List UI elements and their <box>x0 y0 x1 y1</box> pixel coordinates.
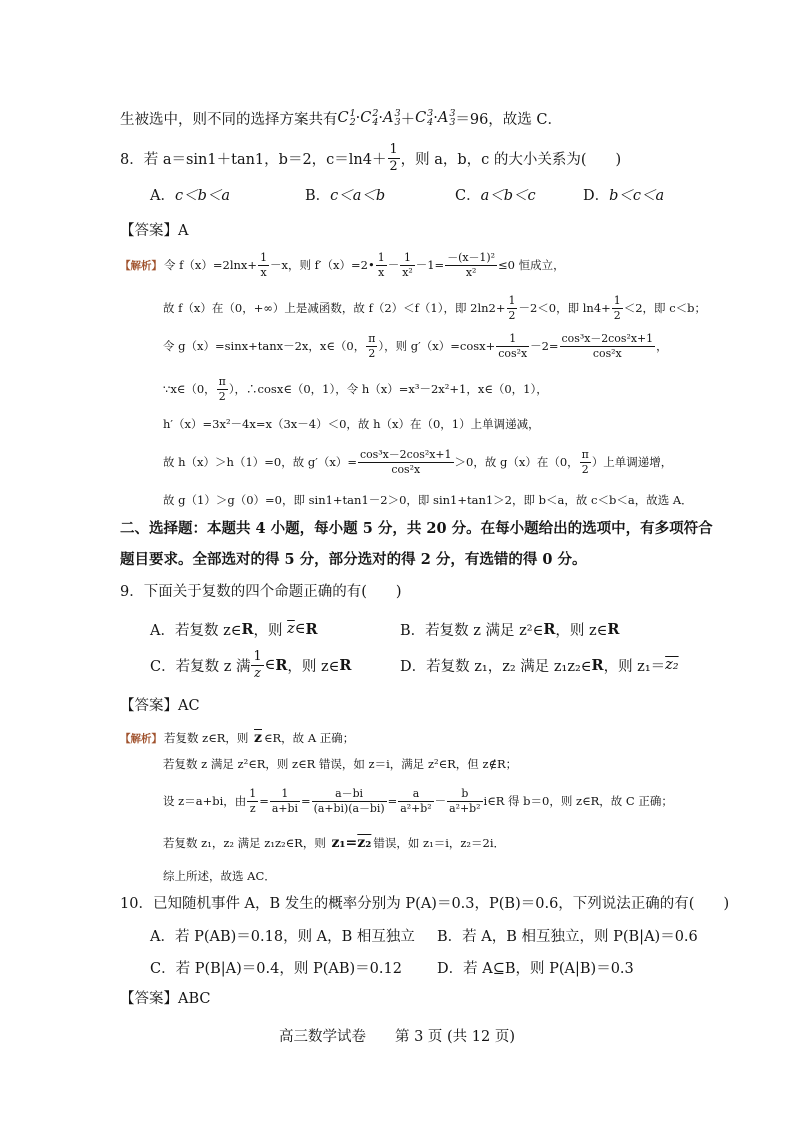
symbol-sub: 4 <box>372 117 379 128</box>
q8-analysis-line-1 <box>120 250 565 280</box>
text-run: h′（x）=3x²－4x=x（3x－4）＜0，故 h（x）在（0，1）上单调递减， <box>163 417 540 431</box>
denominator: 2 <box>389 158 398 174</box>
symbol-sub: 2 <box>349 117 356 128</box>
equation-left: z₁= <box>331 835 358 851</box>
option-label: D． <box>400 658 427 675</box>
q8-analysis-line-7 <box>163 485 693 515</box>
text-run: 若复数 z∈R，则 <box>164 731 253 745</box>
text-run: 若复数 z 满足 z²∈R，则 z∈R 错误，如 z＝i，满足 z²∈R，但 z∉R； <box>163 757 518 771</box>
operator: · <box>433 110 438 126</box>
analysis-label: 【解析】 <box>120 259 162 272</box>
q10-option-a <box>150 920 415 950</box>
q8-option-d <box>583 179 664 209</box>
option-label: A． <box>150 622 175 639</box>
numerator: 1 <box>613 293 621 307</box>
numerator: cos³x－2cos²x+1 <box>561 331 654 345</box>
q8-analysis-line-6 <box>163 447 672 477</box>
denominator: a²+b² <box>400 801 432 815</box>
symbol-sub: 3 <box>449 117 456 128</box>
answer-text: 【答案】A <box>120 222 189 239</box>
denominator: x <box>378 265 385 279</box>
q9-stem <box>120 575 402 605</box>
q8-option-b <box>305 179 385 209</box>
q8-analysis-line-2 <box>163 293 706 323</box>
symbol-sup: 2 <box>372 107 379 119</box>
text-run: = <box>300 794 311 808</box>
q9-analysis-line-3 <box>163 786 673 816</box>
numerator: 1 <box>270 788 300 802</box>
q8-stem <box>120 143 621 173</box>
q8-option-a <box>150 179 230 209</box>
symbol-base: C <box>337 110 349 126</box>
denominator: 2 <box>581 462 589 476</box>
text-run: 9．下面关于复数的四个命题正确的有( ) <box>120 583 402 600</box>
text-run: ∈ <box>264 657 276 673</box>
denominator: x <box>260 265 267 279</box>
text-run: ∈R，故 A 正确； <box>264 731 355 745</box>
fraction <box>612 295 623 322</box>
fraction <box>388 143 400 174</box>
option-value: a＜b＜c <box>480 187 536 204</box>
text-run: ∵x∈（0， <box>163 382 216 396</box>
text-run: = <box>387 794 398 808</box>
operator: · <box>355 110 361 126</box>
numerator: π <box>581 447 589 461</box>
operator: ＋ <box>400 111 416 128</box>
symbol-sup: 3 <box>394 107 401 119</box>
numerator: －(x－1)² <box>447 250 495 264</box>
fraction <box>270 788 300 815</box>
numerator: 1 <box>253 648 262 664</box>
section-heading-line-1 <box>120 512 713 542</box>
denominator: 2 <box>613 308 621 322</box>
text-run: 故 g（1）＞g（0）=0，即 sin1+tan1－2＞0，即 sin1+tan1＞2，即 b＜a，故 c＜b＜a，故选 A． <box>163 493 693 507</box>
fraction <box>507 295 518 322</box>
numerator: a－bi <box>312 788 387 802</box>
q8-option-c <box>455 179 536 209</box>
continuation-line <box>120 103 562 133</box>
fraction <box>580 449 591 476</box>
numerator: π <box>218 374 226 388</box>
denominator: cos²x <box>391 462 421 476</box>
text-run: 若复数 z 满足 z²∈ <box>425 622 544 639</box>
denominator: a²+b² <box>449 801 481 815</box>
q8-analysis-line-3 <box>163 331 668 361</box>
numerator: 1 <box>249 786 257 800</box>
denominator: 2 <box>218 389 226 403</box>
text-run: －2＜0，即 ln4+ <box>518 301 611 315</box>
section-heading-line-2 <box>120 543 587 573</box>
real-set-symbol: R <box>543 620 556 638</box>
text-run: －x，则 f′（x）=2• <box>270 258 375 272</box>
q10-stem <box>120 887 729 917</box>
denominator: cos²x <box>498 346 528 360</box>
combination-symbol <box>360 109 378 128</box>
fraction <box>247 788 258 815</box>
text-run: ∈ <box>294 621 306 637</box>
denominator: z <box>249 801 256 815</box>
combination-symbol <box>415 109 433 128</box>
symbol-base: C <box>360 110 372 126</box>
symbol-sup: 3 <box>449 107 456 119</box>
symbol-base: A <box>383 110 394 126</box>
answer-text: 【答案】AC <box>120 697 200 714</box>
fraction <box>400 252 415 279</box>
fraction <box>217 376 228 403</box>
option-text: B．若 A，B 相互独立，则 P(B|A)＝0.6 <box>437 928 698 945</box>
conjugate-symbol: z₂ <box>665 657 679 673</box>
fraction <box>358 449 454 476</box>
text-run: 错误，如 z₁＝i，z₂＝2i． <box>373 836 506 850</box>
text-run: 若复数 z∈ <box>174 622 242 639</box>
option-text: C．若 P(B|A)＝0.4，则 P(AB)＝0.12 <box>150 960 402 977</box>
text-run: ，则 z∈ <box>555 622 608 639</box>
text-run: 令 f（x）=2lnx+ <box>164 258 258 272</box>
symbol-sup: 1 <box>349 107 356 119</box>
fraction <box>496 333 529 360</box>
q10-option-b <box>437 920 698 950</box>
text-run: ， <box>656 339 668 353</box>
text-run: 综上所述，故选 AC． <box>163 869 276 883</box>
section-heading: 题目要求。全部选对的得 5 分，部分选对的得 2 分，有选错的得 0 分。 <box>120 550 587 568</box>
real-set-symbol: R <box>591 656 604 674</box>
conjugate-symbol: $\overline{z}$ <box>254 730 262 746</box>
fraction <box>258 252 269 279</box>
text-run: 若复数 z₁，z₂ 满足 z₁z₂∈ <box>426 658 592 675</box>
equation-inline <box>331 835 371 851</box>
symbol-sub: 3 <box>394 117 401 128</box>
q9-analysis-line-4 <box>163 828 505 858</box>
symbol-base: A <box>437 110 449 126</box>
numerator: 1 <box>508 293 516 307</box>
q10-option-d <box>437 952 634 982</box>
denominator: 2 <box>508 308 516 322</box>
text-run: ），∴cosx∈（0，1），令 h（x）=x³－2x²+1，x∈（0，1）， <box>228 382 548 396</box>
denominator: 2 <box>368 346 376 360</box>
denominator: z <box>254 665 261 681</box>
text-run: －2= <box>530 339 559 353</box>
fraction <box>312 788 387 815</box>
answer-text: 【答案】ABC <box>120 990 211 1007</box>
q8-analysis-line-5 <box>163 409 540 439</box>
text-run: 若复数 z 满 <box>175 658 251 675</box>
text-run: 若复数 z₁，z₂ 满足 z₁z₂∈R，则 <box>163 836 330 850</box>
text-run: ，则 z₁＝ <box>603 658 666 675</box>
real-set-symbol: R <box>305 620 318 638</box>
fraction <box>366 333 377 360</box>
arrangement-symbol <box>383 109 401 128</box>
operator: · <box>378 110 384 126</box>
option-label: B． <box>305 187 331 204</box>
symbol-sup: 3 <box>427 107 434 119</box>
real-set-symbol: R <box>241 620 254 638</box>
fraction <box>560 333 656 360</box>
option-value: b＜c＜a <box>609 187 665 204</box>
conjugate-symbol: $\overline{z}$ <box>287 621 295 637</box>
text-run: － <box>434 794 447 808</box>
text-run: 故 h（x）＞h（1）=0，故 g′（x）= <box>163 455 357 469</box>
arrangement-symbol <box>438 109 456 128</box>
q9-option-d <box>400 650 679 680</box>
fraction <box>445 252 497 279</box>
denominator: cos²x <box>592 346 622 360</box>
q9-answer <box>120 689 200 719</box>
real-set-symbol: R <box>607 620 620 638</box>
text-run: 故 f（x）在（0，+∞）上是减函数，故 f（2）＜f（1），即 2ln2+ <box>163 301 506 315</box>
fraction <box>251 650 263 681</box>
option-value: c＜b＜a <box>174 187 231 204</box>
denominator: x² <box>465 265 477 279</box>
text-run: ≤0 恒成立， <box>497 258 565 272</box>
text-run: ＜2，即 c＜b； <box>623 301 707 315</box>
q10-answer <box>120 982 211 1012</box>
q9-option-c <box>150 650 351 680</box>
text-run: ），则 g′（x）=cosx+ <box>378 339 496 353</box>
fraction <box>398 788 433 815</box>
numerator: a <box>398 788 433 802</box>
denominator: (a+bi)(a－bi) <box>313 801 385 815</box>
section-heading: 二、选择题：本题共 4 小题，每小题 5 分，共 20 分。在每小题给出的选项中，有多项符合 <box>120 519 713 537</box>
option-label: C． <box>150 658 176 675</box>
denominator: x² <box>402 265 413 279</box>
conjugate-symbol: z₂ <box>357 835 372 851</box>
option-text: A．若 P(AB)＝0.18，则 A，B 相互独立 <box>150 928 415 945</box>
analysis-label: 【解析】 <box>120 732 162 745</box>
text-run: 10．已知随机事件 A，B 发生的概率分别为 P(A)＝0.3，P(B)＝0.6，下列说法正确的有( ) <box>120 895 730 912</box>
text-run: － <box>387 258 400 272</box>
option-label: B． <box>400 622 426 639</box>
text-run: 生被选中，则不同的选择方案共有 <box>120 111 338 128</box>
real-set-symbol: R <box>275 656 288 674</box>
option-value: c＜a＜b <box>330 187 386 204</box>
fraction <box>447 788 482 815</box>
q9-analysis-line-2 <box>163 749 517 779</box>
denominator: a+bi <box>271 801 298 815</box>
page-footer: 高三数学试卷 第 3 页 (共 12 页) <box>278 1029 516 1045</box>
numerator: 1 <box>496 333 529 347</box>
text-run: = <box>259 794 269 808</box>
q9-option-a <box>150 614 318 644</box>
text-run: ＝96，故选 C． <box>455 111 563 128</box>
numerator: 1 <box>377 250 385 264</box>
text-run: 令 g（x）=sinx+tanx－2x，x∈（0， <box>163 339 366 353</box>
option-label: A． <box>150 187 175 204</box>
text-run: 8．若 a＝sin1＋tan1，b＝2，c＝ln4＋ <box>120 151 387 168</box>
text-run: ，则 a，b，c 的大小关系为( ) <box>400 151 622 168</box>
option-label: D． <box>583 187 610 204</box>
fraction <box>376 252 387 279</box>
option-label: C． <box>455 187 481 204</box>
numerator: 1 <box>389 141 398 157</box>
option-text: D．若 A⊆B，则 P(A|B)＝0.3 <box>437 960 634 977</box>
text-run: ）上单调递增， <box>591 455 673 469</box>
numerator: b <box>447 788 482 802</box>
text-run: ＞0，故 g（x）在（0， <box>454 455 579 469</box>
q8-answer <box>120 214 188 244</box>
numerator: 1 <box>400 252 415 266</box>
numerator: π <box>368 331 376 345</box>
q8-analysis-line-4 <box>163 374 548 404</box>
real-set-symbol: R <box>339 656 352 674</box>
text-run: －1= <box>415 258 445 272</box>
text-run: ，则 <box>253 622 288 639</box>
numerator: 1 <box>260 250 268 264</box>
text-run: 设 z＝a+bi，由 <box>163 794 247 808</box>
numerator: cos³x－2cos²x+1 <box>359 447 452 461</box>
symbol-base: C <box>415 110 427 126</box>
combination-symbol <box>338 109 356 128</box>
q10-option-c <box>150 952 402 982</box>
q9-option-b <box>400 614 619 644</box>
text-run: ，则 z∈ <box>287 658 340 675</box>
text-run: i∈R 得 b＝0，则 z∈R，故 C 正确； <box>483 794 673 808</box>
symbol-sub: 4 <box>427 117 434 128</box>
